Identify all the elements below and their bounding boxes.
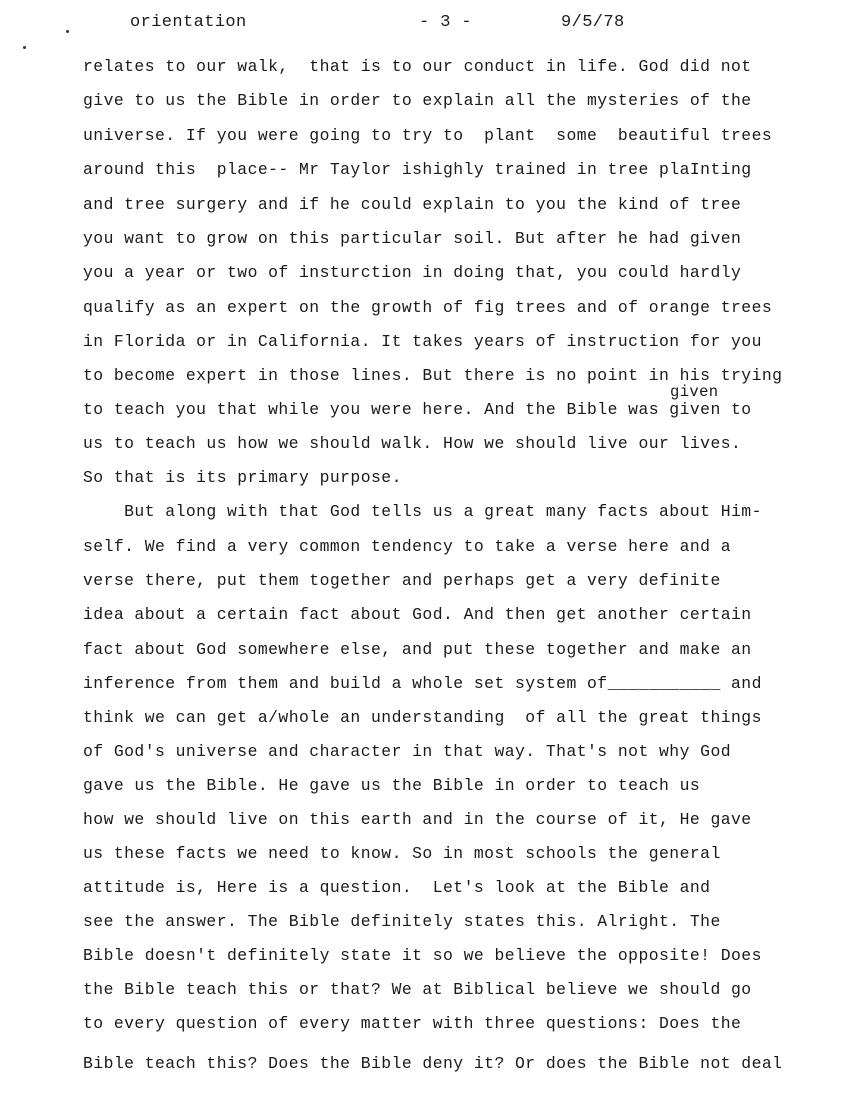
body-line: qualify as an expert on the growth of fig trees and of orange trees bbox=[83, 298, 773, 317]
header-date: 9/5/78 bbox=[561, 13, 625, 32]
body-line: universe. If you were going to try to plant some beautiful trees bbox=[83, 126, 773, 145]
body-line: gave us the Bible. He gave us the Bible in order to teach us bbox=[83, 776, 701, 795]
body-line: to become expert in those lines. But there is no point in his trying bbox=[83, 366, 783, 385]
body-line: Bible doesn't definitely state it so we believe the opposite! Does bbox=[83, 946, 762, 965]
body-line: you want to grow on this particular soil. But after he had given bbox=[83, 229, 742, 248]
body-line: self. We find a very common tendency to take a verse here and a bbox=[83, 537, 732, 556]
body-line: us these facts we need to know. So in most schools the general bbox=[83, 844, 721, 863]
header-title: orientation bbox=[130, 13, 247, 32]
body-line: to every question of every matter with three questions: Does the bbox=[83, 1014, 742, 1033]
body-line: verse there, put them together and perhaps get a very definite bbox=[83, 571, 721, 590]
body-line: in Florida or in California. It takes years of instruction for you bbox=[83, 332, 762, 351]
body-line: the Bible teach this or that? We at Biblical believe we should go bbox=[83, 980, 752, 999]
body-line: give to us the Bible in order to explain all the mysteries of the bbox=[83, 91, 752, 110]
body-line: attitude is, Here is a question. Let's look at the Bible and bbox=[83, 878, 711, 897]
body-line: idea about a certain fact about God. And then get another certain bbox=[83, 605, 752, 624]
margin-mark bbox=[23, 46, 26, 49]
page-number: - 3 - bbox=[419, 13, 473, 32]
body-line: inference from them and build a whole set system of___________ and bbox=[83, 674, 762, 693]
body-line: see the answer. The Bible definitely states this. Alright. The bbox=[83, 912, 721, 931]
body-line: fact about God somewhere else, and put these together and make an bbox=[83, 640, 752, 659]
body-line: So that is its primary purpose. bbox=[83, 468, 402, 487]
body-line: think we can get a/whole an understanding of all the great things bbox=[83, 708, 762, 727]
body-line: of God's universe and character in that way. That's not why God bbox=[83, 742, 732, 761]
body-line: Bible teach this? Does the Bible deny it? Or does the Bible not deal bbox=[83, 1054, 783, 1073]
margin-mark bbox=[66, 30, 69, 33]
body-line: how we should live on this earth and in the course of it, He gave bbox=[83, 810, 752, 829]
body-line: us to teach us how we should walk. How we should live our lives. bbox=[83, 434, 742, 453]
body-line: around this place-- Mr Taylor ishighly trained in tree plaInting bbox=[83, 160, 752, 179]
interlinear-correction: given bbox=[670, 383, 719, 401]
body-line: and tree surgery and if he could explain to you the kind of tree bbox=[83, 195, 742, 214]
body-line: But along with that God tells us a great many facts about Him- bbox=[83, 502, 762, 521]
body-line: you a year or two of insturction in doing that, you could hardly bbox=[83, 263, 742, 282]
body-line: to teach you that while you were here. And the Bible was given to bbox=[83, 400, 752, 419]
body-line: relates to our walk, that is to our conduct in life. God did not bbox=[83, 57, 752, 76]
